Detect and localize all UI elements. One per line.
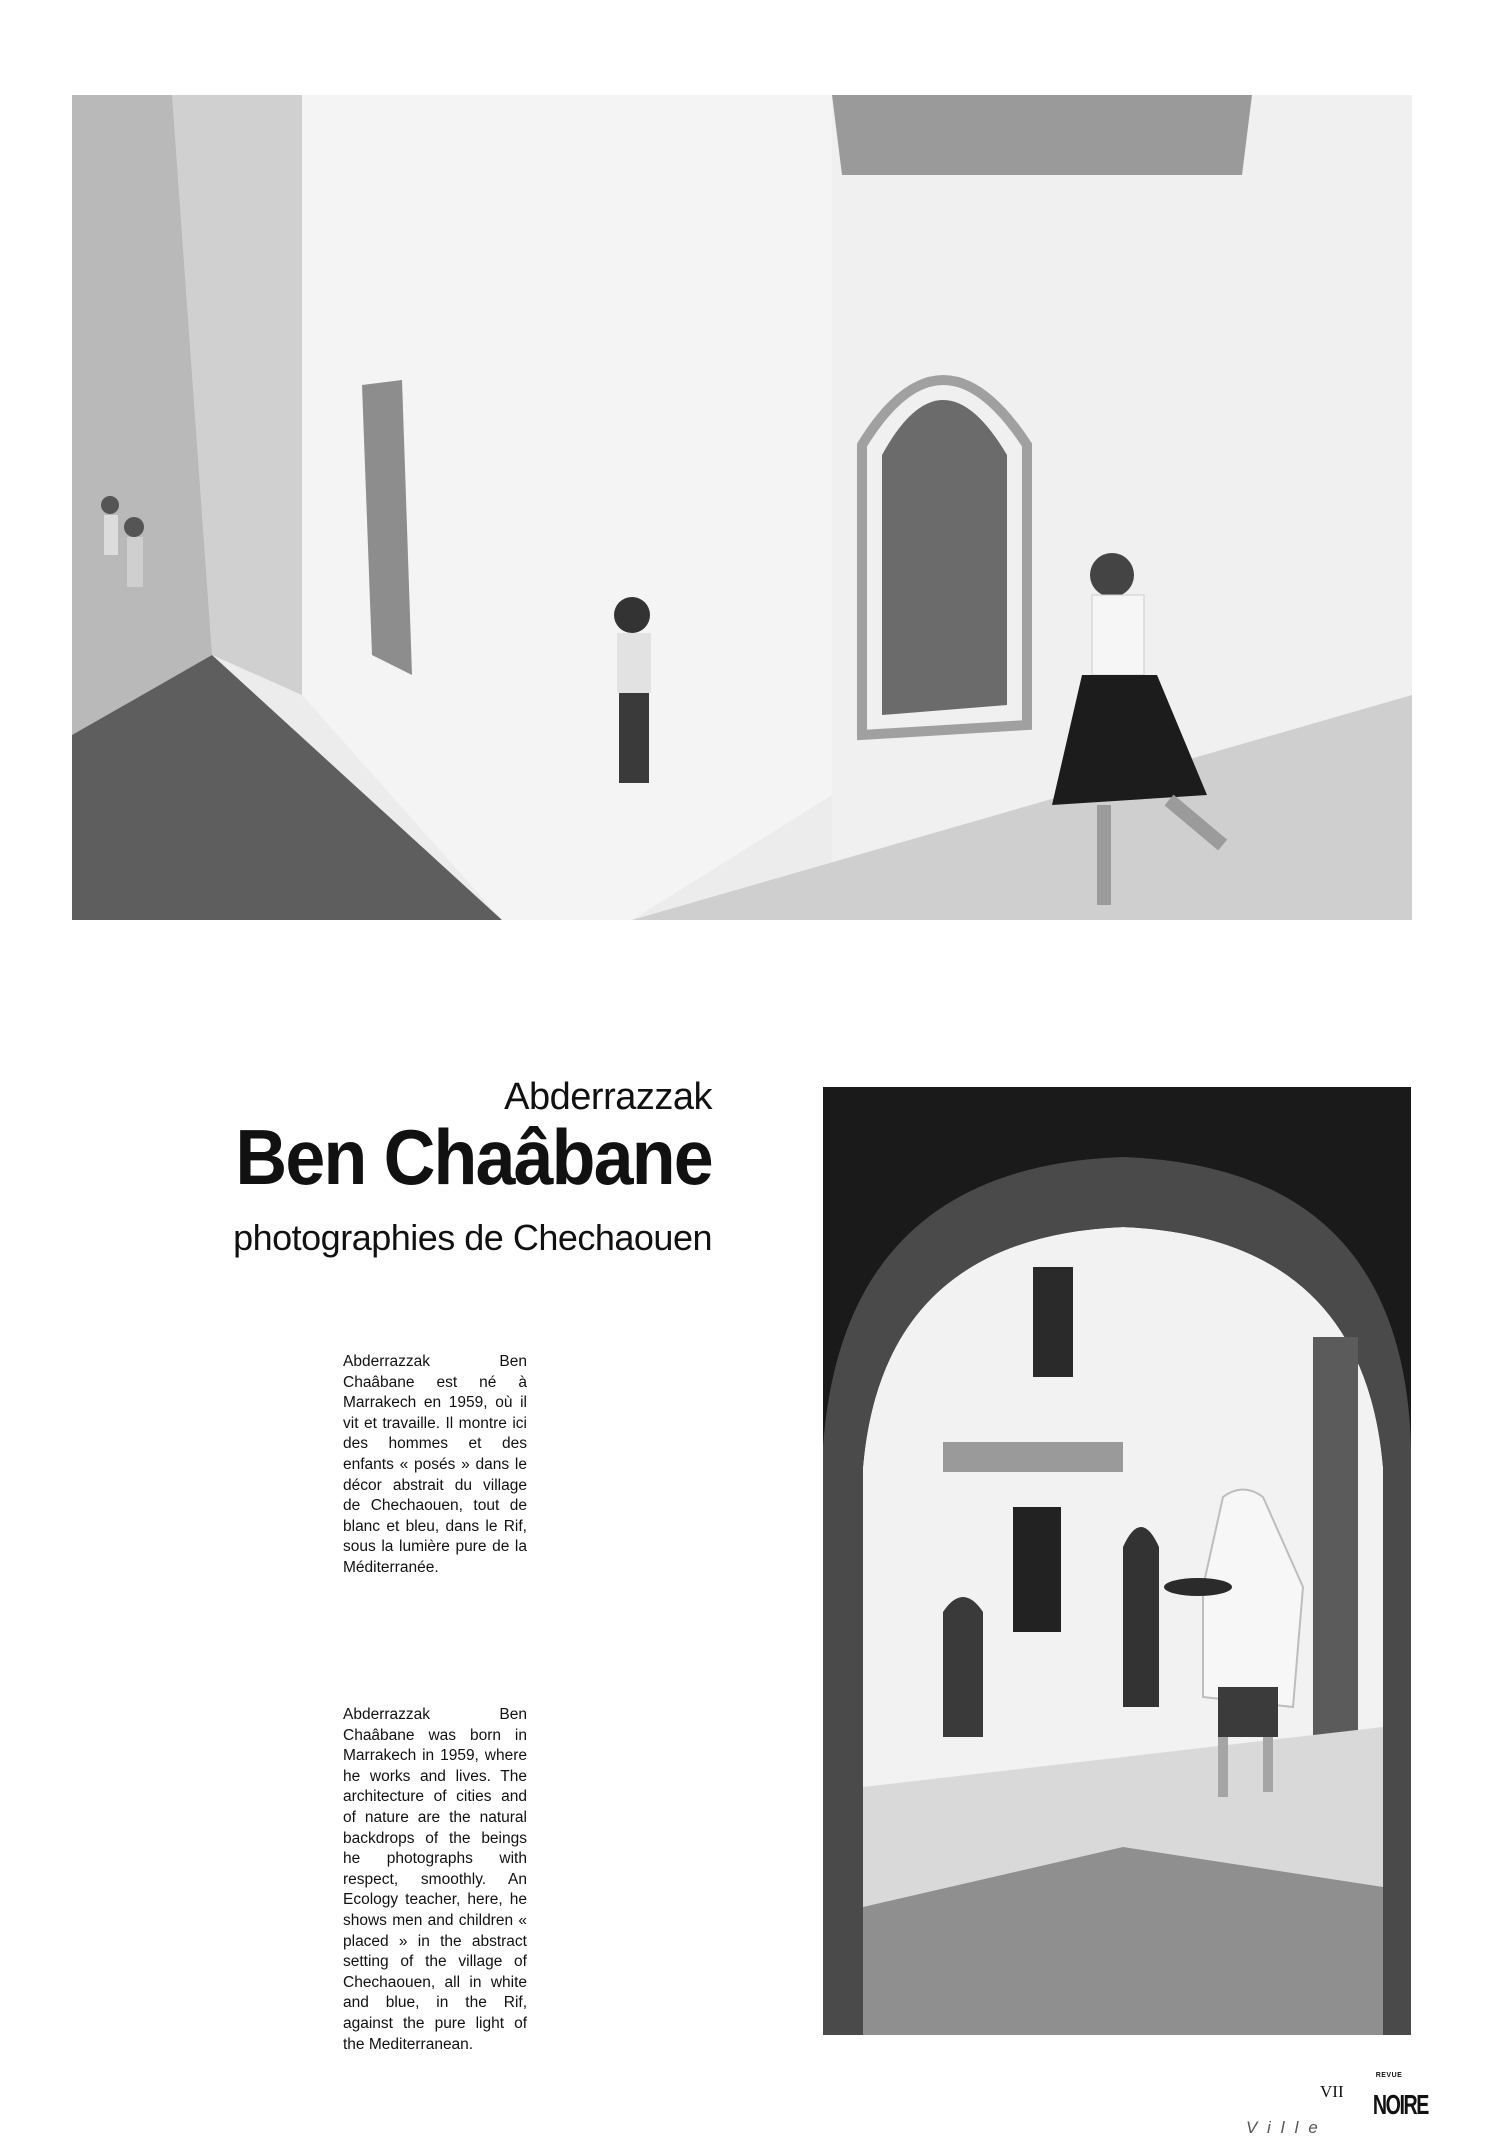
archway-photo: [823, 1087, 1411, 2035]
author-last-name: Ben Chaâbane: [235, 1113, 712, 1201]
author-first-name: Abderrazzak: [504, 1076, 712, 1118]
magazine-logo: [1366, 2072, 1428, 2132]
english-caption: Abderrazzak Ben Chaâbane was born in Marrakech in 1959, where he works and lives. The architecture of cities and of nature are the natural backdrops of the beings he photographs with respect, smoothly. An Ecology teacher, here, he shows men and children « placed » in the abstract setting of the village of Chechaouen, all in white and blue, in the Rif, against the pure light of the Mediterranean.: [343, 1706, 527, 2053]
page-number: VII: [1320, 2082, 1344, 2101]
section-label: Ville: [1246, 2118, 1328, 2137]
article-subtitle: photographies de Chechaouen: [233, 1217, 712, 1258]
archway-photo-image: [823, 1087, 1411, 2035]
logo-big-text: NOIRE: [1372, 2089, 1428, 2120]
street-photo-image: [72, 95, 1412, 920]
logo-small-text: REVUE: [1375, 2072, 1403, 2079]
french-caption: Abderrazzak Ben Chaâbane est né à Marrakech en 1959, où il vit et travaille. Il montre ici des hommes et des enfants « posés » dans le décor abstrait du village de Chechaouen, tout de blanc et bleu, dans le Rif, sous la lumière pure de la Méditerranée.: [343, 1353, 527, 1576]
street-photo: [72, 95, 1412, 920]
